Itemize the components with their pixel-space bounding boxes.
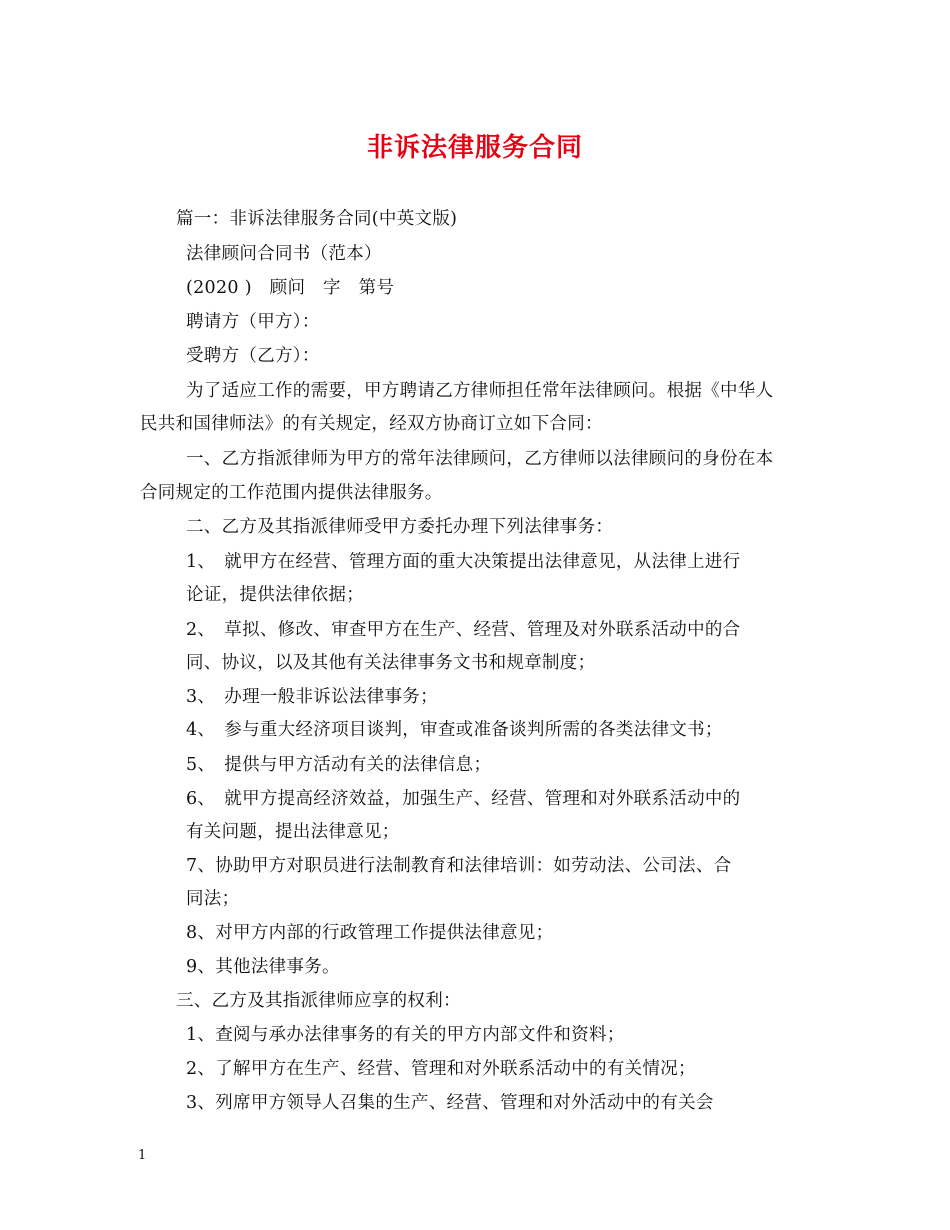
page-number: 1 (138, 1148, 147, 1163)
text-line: 同、协议，以及其他有关法律事务文书和规章制度； (186, 653, 596, 673)
text-line: 4、 参与重大经济项目谈判，审查或准备谈判所需的各类法律文书； (186, 720, 723, 740)
text-line: 同法； (186, 889, 240, 909)
text-line: 篇一：非诉法律服务合同(中英文版) (176, 209, 458, 229)
text-line: 5、 提供与甲方活动有关的法律信息； (186, 755, 492, 775)
text-line: 有关问题，提出法律意见； (186, 822, 400, 842)
text-line: 二、乙方及其指派律师受甲方委托办理下列法律事务： (186, 517, 614, 537)
text-line: 1、查阅与承办法律事务的有关的甲方内部文件和资料； (186, 1025, 625, 1045)
text-line: 2、 草拟、修改、审查甲方在生产、经营、管理及对外联系活动中的合 (186, 620, 741, 640)
text-line: 三、乙方及其指派律师应享的权利： (176, 991, 461, 1011)
text-line: 7、协助甲方对职员进行法制教育和法律培训：如劳动法、公司法、合 (186, 856, 732, 876)
text-line: 为了适应工作的需要，甲方聘请乙方律师担任常年法律顾问。根据《中华人 (186, 381, 774, 401)
text-line: 法律顾问合同书（范本） (186, 244, 382, 264)
text-line: 1、 就甲方在经营、管理方面的重大决策提出法律意见，从法律上进行 (186, 552, 741, 572)
text-line: 9、其他法律事务。 (186, 957, 340, 977)
text-line: (2020 ) 顾问 字 第号 (186, 278, 395, 298)
text-line: 聘请方（甲方）： (186, 312, 320, 332)
document-title: 非诉法律服务合同 (366, 133, 583, 163)
text-line: 一、乙方指派律师为甲方的常年法律顾问，乙方律师以法律顾问的身份在本 (186, 449, 774, 469)
text-line: 3、列席甲方领导人召集的生产、经营、管理和对外活动中的有关会 (186, 1093, 714, 1113)
text-line: 民共和国律师法》的有关规定，经双方协商订立如下合同： (140, 414, 603, 434)
text-line: 3、 办理一般非诉讼法律事务； (186, 687, 438, 707)
text-line: 2、了解甲方在生产、经营、管理和对外联系活动中的有关情况； (186, 1059, 696, 1079)
text-line: 受聘方（乙方）： (186, 346, 320, 366)
text-line: 论证，提供法律依据； (186, 585, 364, 605)
text-line: 6、 就甲方提高经济效益，加强生产、经营、管理和对外联系活动中的 (186, 789, 741, 809)
text-line: 合同规定的工作范围内提供法律服务。 (140, 483, 443, 503)
text-line: 8、对甲方内部的行政管理工作提供法律意见； (186, 923, 554, 943)
